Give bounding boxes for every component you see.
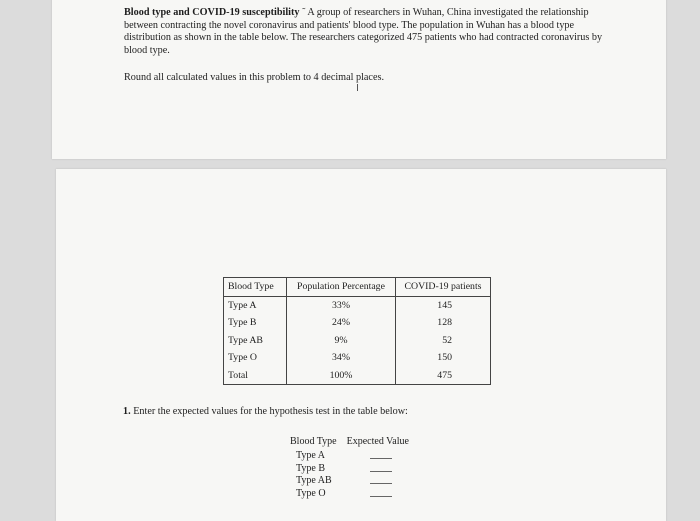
intro-paragraph — [124, 7, 604, 57]
cell-blood-type: Type AB — [224, 332, 287, 350]
cell-blood-type: Total — [224, 367, 287, 385]
cell-blood-type: Type B — [224, 314, 287, 332]
expected-values-header — [290, 436, 409, 447]
cell-population-percentage: 24% — [287, 314, 396, 332]
cell-population-percentage: 9% — [287, 332, 396, 350]
header-covid-patients: COVID-19 patients — [396, 278, 491, 297]
cell-covid-patients: 52 — [396, 332, 491, 350]
expected-value-input-type-ab[interactable] — [370, 476, 392, 484]
table-row — [224, 296, 491, 314]
expected-row-label: Type A — [296, 450, 326, 461]
intro-separator: ˜ — [302, 7, 308, 18]
text-cursor — [357, 84, 358, 91]
cell-blood-type: Type O — [224, 349, 287, 367]
cell-covid-patients: 128 — [396, 314, 491, 332]
expected-value-input-type-o[interactable] — [370, 489, 392, 497]
blood-type-table — [223, 277, 491, 385]
expected-col-value: Expected Value — [346, 436, 409, 447]
expected-row-type-ab — [296, 475, 392, 488]
cell-covid-patients: 145 — [396, 296, 491, 314]
expected-row-label: Type O — [296, 487, 326, 499]
question-1 — [123, 406, 408, 417]
header-population-percentage: Population Percentage — [287, 278, 396, 297]
table-row — [224, 349, 491, 367]
cell-covid-patients: 150 — [396, 349, 491, 367]
expected-value-input-type-a[interactable] — [370, 451, 392, 459]
table-row — [224, 332, 491, 350]
table-header-row — [224, 278, 491, 297]
expected-row-type-o — [296, 488, 392, 501]
expected-row-label: Type AB — [296, 475, 332, 486]
cell-population-percentage: 33% — [287, 296, 396, 314]
question-text: Enter the expected values for the hypothesis test in the table below: — [133, 406, 408, 417]
expected-value-input-type-b[interactable] — [370, 464, 392, 472]
cell-covid-patients: 475 — [396, 367, 491, 385]
expected-row-type-a — [296, 450, 392, 463]
expected-col-blood-type: Blood Type — [290, 436, 337, 447]
intro-title: Blood type and COVID-19 susceptibility — [124, 7, 300, 18]
table-row — [224, 314, 491, 332]
intro-body: A group of researchers in Wuhan, China investigated the relationship between contracting the novel coronavirus and patients' blood type. The population in Wuhan has a blood type distribution as shown in the table below. The researchers categorized 475 patients who had contracted coronavirus by blood type. — [124, 7, 603, 56]
header-blood-type: Blood Type — [224, 278, 287, 297]
question-number: 1. — [123, 406, 131, 417]
expected-values-table — [296, 450, 392, 500]
table-row-total — [224, 367, 491, 385]
cell-blood-type: Type A — [224, 296, 287, 314]
expected-row-type-b — [296, 463, 392, 476]
cell-population-percentage: 100% — [287, 367, 396, 385]
expected-row-label: Type B — [296, 462, 326, 474]
rounding-instruction: Round all calculated values in this problem to 4 decimal places. — [124, 72, 384, 83]
cell-population-percentage: 34% — [287, 349, 396, 367]
